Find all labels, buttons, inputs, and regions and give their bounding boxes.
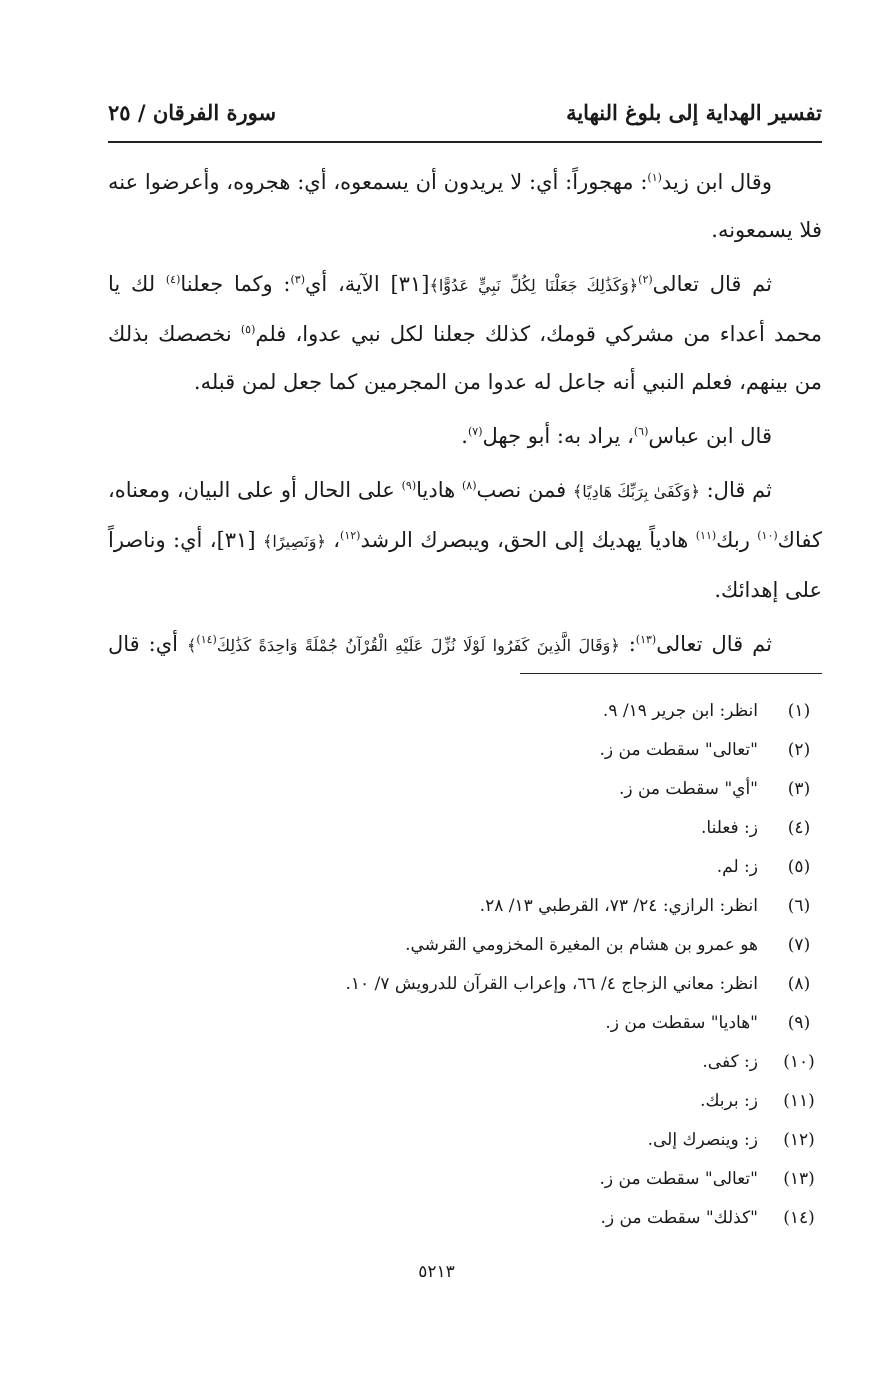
footnotes-list: [108, 692, 822, 1238]
text-run: على الحال أو على البيان، ومعناه، كفاك: [108, 478, 822, 552]
text-run: ربك: [716, 528, 758, 552]
text-run: : وكما جعلنا: [180, 272, 291, 296]
main-text: [108, 158, 822, 676]
footnote-number: (٩): [787, 1013, 811, 1033]
surah-label: سورة الفرقان / ٢٥: [108, 100, 277, 125]
footnote-ref[interactable]: (١٤): [196, 633, 217, 646]
footnote-text: ز: بربك.: [700, 1091, 758, 1111]
footnote-number: (١١): [783, 1091, 815, 1111]
footnote-item: [108, 1043, 822, 1082]
paragraph-5: [108, 620, 822, 670]
footnote-number: (٦): [787, 896, 811, 916]
text-run: ثم قال تعالى: [652, 272, 772, 296]
footnote-ref[interactable]: (١): [647, 171, 662, 184]
paragraph-3: [108, 412, 822, 460]
footnote-number: (٢): [787, 740, 811, 760]
footnote-ref[interactable]: (٨): [462, 479, 477, 492]
quran-verse: ﴿وَكَفَىٰ بِرَبِّكَ هَادِيًا﴾: [572, 482, 700, 501]
text-run: ،: [325, 528, 341, 552]
footnote-ref[interactable]: (١٠): [757, 529, 778, 542]
footnote-text: انظر: ابن جرير ١٩/ ٩.: [602, 701, 758, 721]
footnote-item: [108, 809, 822, 848]
paragraph-2: [108, 260, 822, 406]
footnote-divider: [520, 673, 822, 674]
footnote-text: انظر: الرازي: ٢٤/ ٧٣، القرطبي ١٣/ ٢٨.: [479, 896, 758, 916]
footnote-ref[interactable]: (٥): [240, 323, 256, 336]
footnote-number: (٣): [787, 779, 811, 799]
footnote-item: [108, 1199, 822, 1238]
text-run: :: [619, 632, 636, 656]
footnote-text: ز: لم.: [716, 857, 758, 877]
footnote-number: (١): [787, 701, 811, 721]
footnote-text: "أي" سقطت من ز.: [618, 779, 758, 799]
footnote-item: [108, 848, 822, 887]
footnote-number: (٥): [787, 857, 811, 877]
footnote-number: (٨): [787, 974, 811, 994]
running-header: [108, 96, 822, 136]
footnote-ref[interactable]: (٦): [633, 425, 649, 438]
text-run: وقال ابن زيد: [661, 170, 772, 194]
footnote-item: [108, 731, 822, 770]
text-run: [٣١]، أي: وناصراً على إهدائك.: [108, 528, 822, 602]
footnote-ref[interactable]: (١١): [695, 529, 717, 542]
footnote-item: [108, 1160, 822, 1199]
footnote-ref[interactable]: (١٢): [340, 529, 361, 542]
footnote-item: [108, 887, 822, 926]
footnote-item: [108, 1004, 822, 1043]
text-run: هادياً يهديك إلى الحق، ويبصرك الرشد: [360, 528, 696, 552]
text-run: قال ابن عباس: [648, 424, 772, 448]
footnote-text: "تعالى" سقطت من ز.: [599, 740, 758, 760]
quran-verse: ﴿وَنَصِيرًا﴾: [262, 532, 326, 551]
footnote-ref[interactable]: (٤): [165, 273, 181, 286]
text-run: فمن نصب: [476, 478, 573, 502]
text-run: [٣١] الآية، أي: [304, 272, 430, 296]
paragraph-4: [108, 466, 822, 614]
footnote-ref[interactable]: (١٣): [635, 633, 657, 646]
text-run: هاديا: [416, 478, 462, 502]
footnote-text: هو عمرو بن هشام بن المغيرة المخزومي القرشي.: [405, 935, 758, 955]
footnote-number: (١٣): [783, 1169, 815, 1189]
text-run: أي: قال: [108, 632, 188, 656]
footnote-ref[interactable]: (٩): [401, 479, 417, 492]
footnote-text: "هاديا" سقطت من ز.: [605, 1013, 758, 1033]
footnote-item: [108, 770, 822, 809]
header-divider: [108, 141, 822, 143]
footnote-number: (٧): [787, 935, 811, 955]
text-run: : مهجوراً: أي: لا يريدون أن يسمعوه، أي: هجروه، وأعرضوا عنه فلا يسمعونه.: [108, 170, 822, 242]
text-run: ثم قال تعالى: [656, 632, 772, 656]
book-title: تفسير الهداية إلى بلوغ النهاية: [566, 100, 822, 125]
footnote-text: ز: فعلنا.: [700, 818, 758, 838]
footnote-text: ز: وينصرك إلى.: [647, 1130, 758, 1150]
footnote-ref[interactable]: (٢): [638, 273, 653, 286]
quran-verse: ﴿وَكَذَٰلِكَ جَعَلْنَا لِكُلِّ نَبِيٍّ عَدُوًّا﴾: [429, 276, 639, 295]
footnote-text: "تعالى" سقطت من ز.: [599, 1169, 758, 1189]
footnote-item: [108, 965, 822, 1004]
page-number: ٥٢١٣: [418, 1262, 455, 1282]
footnote-number: (١٠): [783, 1052, 815, 1072]
footnote-item: [108, 692, 822, 731]
footnote-number: (٤): [787, 818, 811, 838]
text-run: ، يراد به: أبو جهل: [482, 424, 634, 448]
quran-verse: ﴿وَقَالَ الَّذِينَ كَفَرُوا لَوْلَا نُزِّلَ عَلَيْهِ الْقُرْآنُ جُمْلَةً وَاحِدَةً كَذَٰلِكَ: [216, 636, 620, 655]
text-run: لك يا محمد أعداء من مشركي قومك، كذلك جعلنا لكل نبي عدوا، فلم: [108, 272, 822, 346]
text-run: ثم قال:: [699, 478, 772, 502]
footnote-number: (١٤): [783, 1208, 815, 1228]
footnote-text: انظر: معاني الزجاج ٤/ ٦٦، وإعراب القرآن للدرويش ٧/ ١٠.: [345, 974, 758, 994]
text-run: نخصصك بذلك من بينهم، فعلم النبي أنه جاعل له عدوا من المجرمين كما جعل لمن قبله.: [108, 322, 822, 394]
footnote-text: "كذلك" سقطت من ز.: [600, 1208, 758, 1228]
footnote-item: [108, 926, 822, 965]
footnote-text: ز: كفى.: [702, 1052, 758, 1072]
footnote-number: (١٢): [783, 1130, 815, 1150]
quran-bracket: ﴾: [187, 636, 197, 655]
paragraph-1: [108, 158, 822, 254]
text-run: .: [461, 424, 468, 448]
footnote-ref[interactable]: (٣): [290, 273, 305, 286]
footnote-ref[interactable]: (٧): [467, 425, 483, 438]
footnote-item: [108, 1082, 822, 1121]
footnote-item: [108, 1121, 822, 1160]
